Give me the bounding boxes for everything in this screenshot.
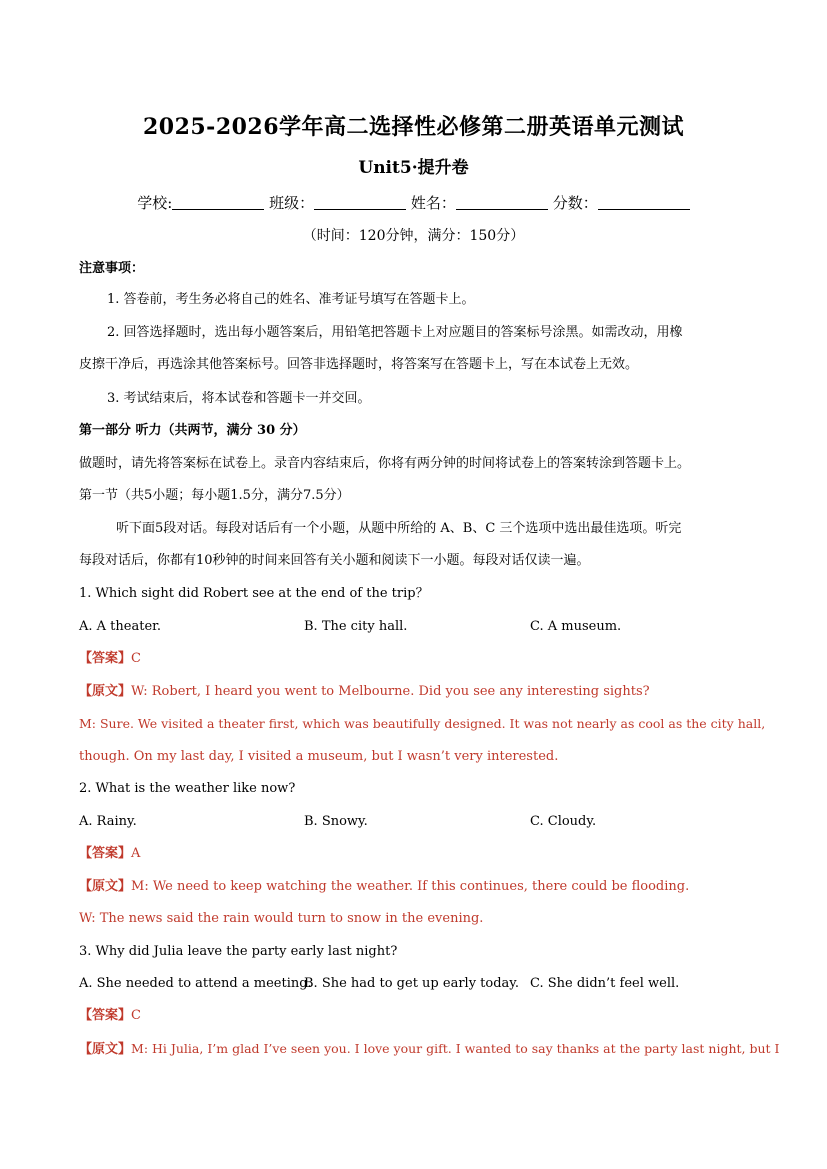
script-text: W: The news said the rain would turn to snow in the evening. — [79, 911, 484, 926]
school-blank — [172, 195, 264, 210]
score-blank — [598, 195, 690, 210]
part1-heading: 第一部分 听力（共两节，满分 30 分） — [79, 423, 306, 438]
note-item: 1. 答卷前，考生务必将自己的姓名、准考证号填写在答题卡上。 — [107, 292, 475, 307]
student-info-row — [0, 192, 827, 213]
page-title: 2025-2026学年高二选择性必修第二册英语单元测试 — [142, 114, 685, 140]
answer-value: C — [131, 1008, 141, 1023]
script-text: though. On my last day, I visited a museum, but I wasn’t very interested. — [79, 749, 559, 764]
script-line — [79, 1040, 779, 1059]
score-label: 分数： — [552, 194, 598, 212]
script-label: 【原文】 — [79, 1042, 132, 1057]
class-blank — [314, 195, 406, 210]
script-text: W: Robert, I heard you went to Melbourne. Did you see any interesting sights? — [131, 684, 650, 699]
notes-heading: 注意事项： — [79, 261, 145, 276]
script-line — [79, 683, 650, 701]
answer-line — [79, 650, 141, 668]
school-label: 学校: — [137, 194, 173, 212]
note-item: 皮擦干净后，再选涂其他答案标号。回答非选择题时，将答案写在答题卡上，写在本试卷上无效。 — [79, 357, 639, 372]
option-b: B. She had to get up early today. — [304, 976, 520, 991]
answer-label: 【答案】 — [79, 1008, 132, 1023]
script-text: M: Sure. We visited a theater first, which was beautifully designed. It was not nearly as cool as the city hall, — [79, 716, 766, 731]
option-b: B. Snowy. — [304, 814, 368, 829]
part1-instruction: 做题时，请先将答案标在试卷上。录音内容结束后，你将有两分钟的时间将试卷上的答案转涂到答题卡上。 — [79, 456, 691, 471]
option-c: C. A museum. — [530, 619, 622, 634]
name-blank — [456, 195, 548, 210]
answer-line — [79, 1007, 141, 1025]
section-intro: 每段对话后，你都有10秒钟的时间来回答有关小题和阅读下一小题。每段对话仅读一遍。 — [79, 553, 590, 568]
script-text: M: We need to keep watching the weather. If this continues, there could be flooding. — [131, 879, 690, 894]
note-item: 2. 回答选择题时，选出每小题答案后，用铅笔把答题卡上对应题目的答案标号涂黑。如需改动，用橡 — [107, 325, 683, 340]
option-c: C. She didn’t feel well. — [530, 976, 680, 991]
time-note: （时间：120分钟，满分：150分） — [302, 228, 525, 244]
script-label: 【原文】 — [79, 684, 132, 699]
script-line — [79, 878, 689, 896]
question-options — [0, 618, 827, 636]
question-options — [0, 813, 827, 831]
answer-value: C — [131, 651, 141, 666]
question-stem: 2. What is the weather like now? — [79, 781, 296, 796]
option-c: C. Cloudy. — [530, 814, 597, 829]
answer-line — [79, 845, 140, 863]
class-label: 班级： — [269, 194, 315, 212]
question-stem: 3. Why did Julia leave the party early last night? — [79, 944, 398, 959]
script-text: M: Hi Julia, I’m glad I’ve seen you. I love your gift. I wanted to say thanks at the party last night, but I — [131, 1041, 780, 1056]
script-label: 【原文】 — [79, 879, 132, 894]
answer-label: 【答案】 — [79, 651, 132, 666]
section-heading: 第一节（共5小题；每小题1.5分，满分7.5分） — [79, 488, 350, 503]
note-item: 3. 考试结束后，将本试卷和答题卡一并交回。 — [107, 391, 371, 406]
answer-label: 【答案】 — [79, 846, 132, 861]
option-b: B. The city hall. — [304, 619, 408, 634]
section-intro: 听下面5段对话。每段对话后有一个小题，从题中所给的 A、B、C 三个选项中选出最佳选项。听完 — [116, 521, 682, 536]
page-subtitle: Unit5·提升卷 — [358, 158, 469, 178]
option-a: A. She needed to attend a meeting. — [79, 976, 312, 991]
option-a: A. Rainy. — [79, 814, 137, 829]
answer-value: A — [131, 846, 141, 861]
question-options — [0, 975, 827, 993]
option-a: A. A theater. — [79, 619, 162, 634]
name-label: 姓名： — [410, 194, 456, 212]
question-stem: 1. Which sight did Robert see at the end of the trip？ — [79, 586, 429, 601]
